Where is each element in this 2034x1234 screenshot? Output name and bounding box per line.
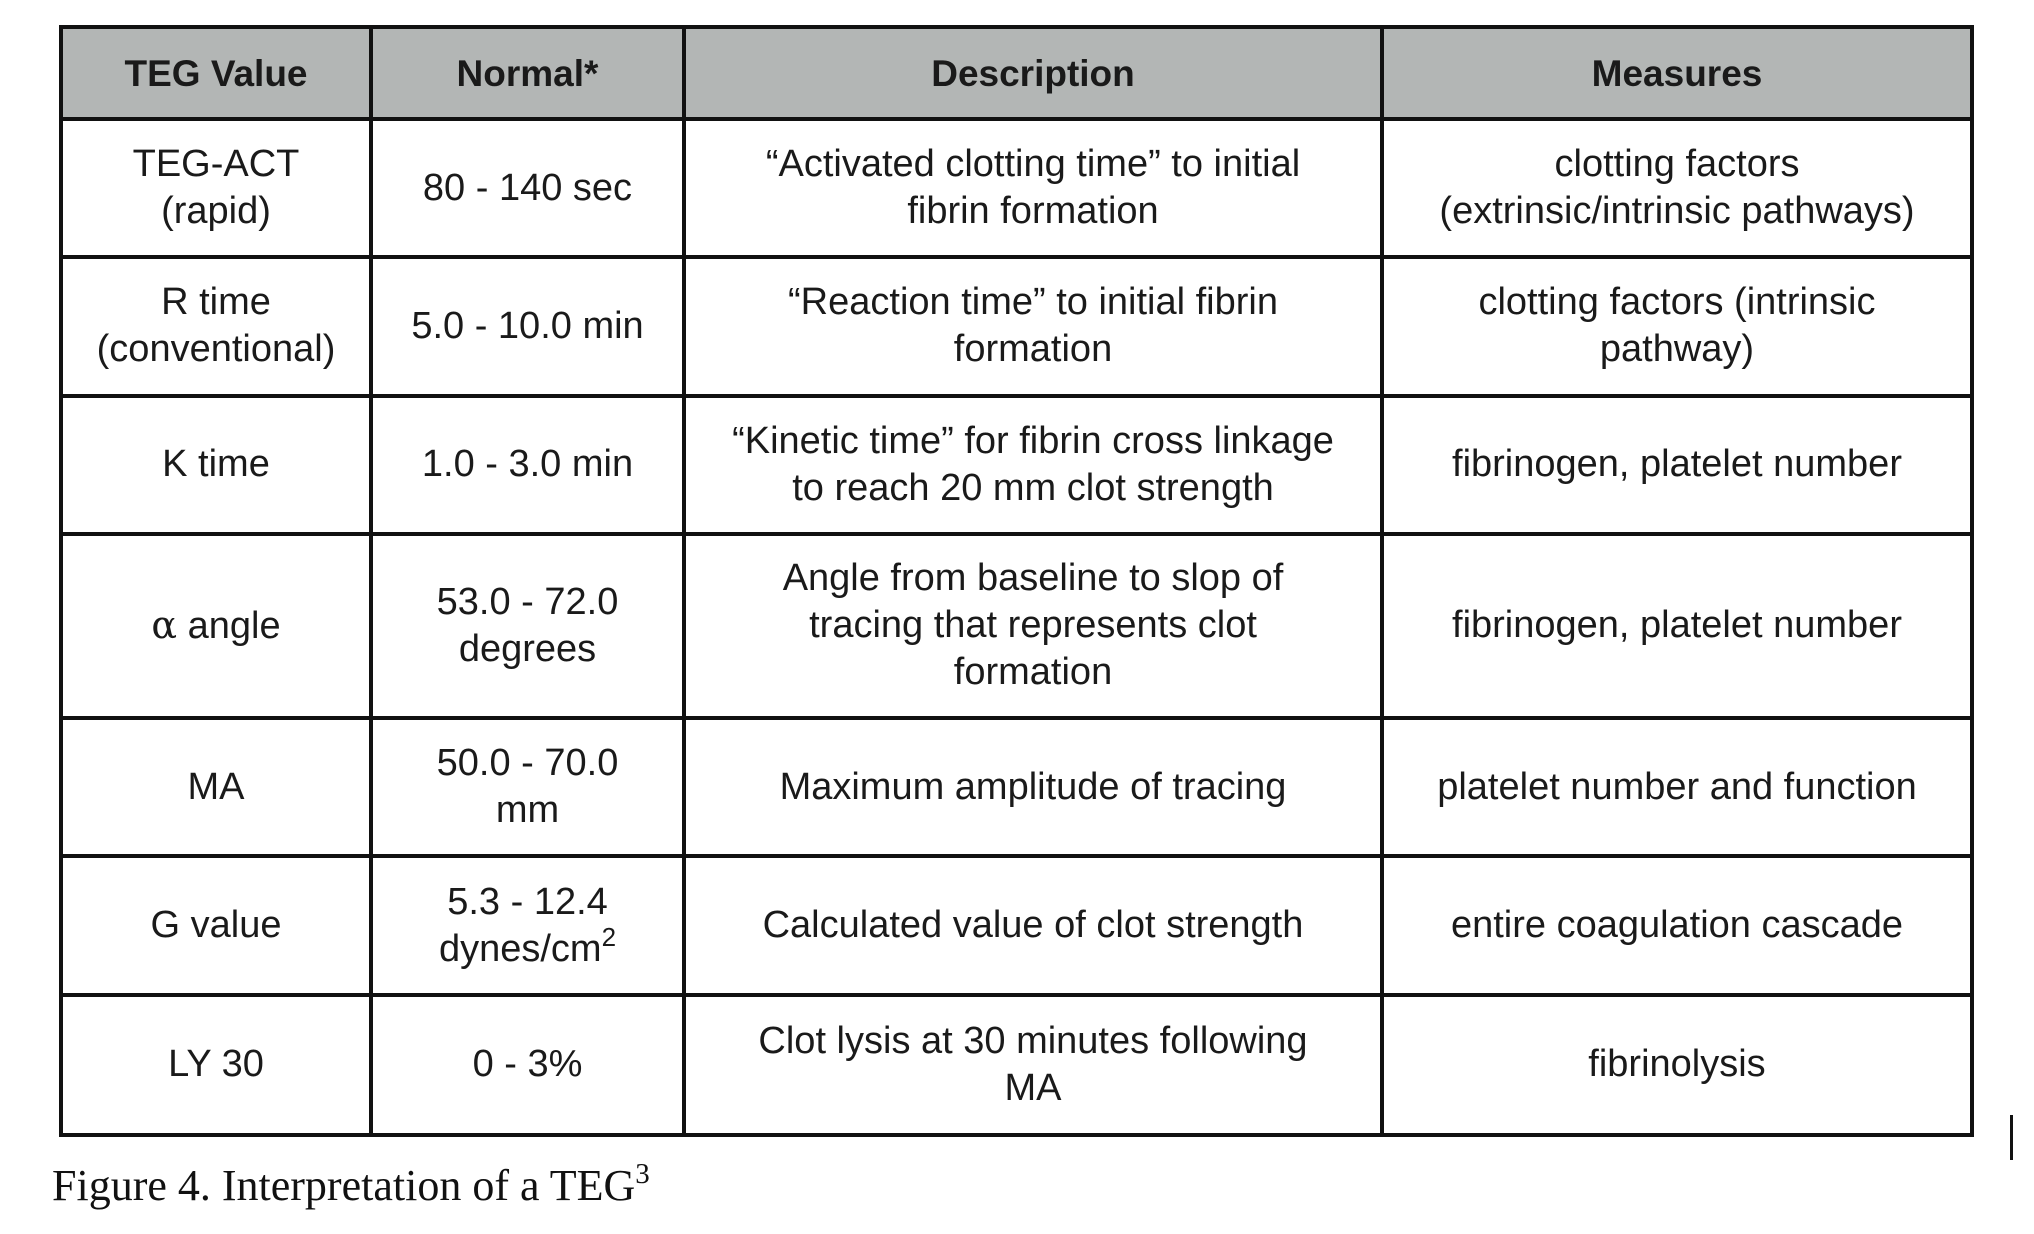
cell-line: 5.3 - 12.4 — [447, 880, 608, 923]
cell-line: Angle from baseline to slop of — [782, 557, 1284, 600]
cell-description — [684, 396, 1382, 534]
superscript: 2 — [601, 921, 617, 952]
cell-line: MA — [1004, 1066, 1062, 1109]
cell-measures — [1382, 856, 1972, 994]
cell-line: 0 - 3% — [472, 1043, 583, 1086]
cell-line: 1.0 - 3.0 min — [421, 443, 634, 486]
figure-caption — [52, 1160, 650, 1211]
cell-line: to reach 20 mm clot strength — [792, 466, 1274, 509]
cell-line: Clot lysis at 30 minutes following — [758, 1019, 1308, 1062]
cell-teg-value — [61, 119, 371, 257]
cell-line: K time — [162, 443, 270, 486]
cell-normal — [371, 396, 684, 534]
table-row — [61, 396, 1972, 534]
cell-line: (extrinsic/intrinsic pathways) — [1439, 190, 1915, 233]
cell-teg-value — [61, 995, 371, 1135]
cell-line: formation — [953, 651, 1113, 694]
cell-line: 50.0 - 70.0 — [436, 742, 619, 785]
header-normal: Normal* — [371, 27, 684, 119]
cell-description — [684, 119, 1382, 257]
cell-text: dynes/cm — [438, 927, 602, 970]
cell-line: MA — [187, 765, 245, 808]
cell-line: entire coagulation cascade — [1450, 904, 1904, 947]
cell-line: tracing that represents clot — [809, 604, 1257, 647]
cell-line: (conventional) — [96, 328, 336, 371]
cell-line: formation — [953, 328, 1113, 371]
cell-teg-value — [61, 257, 371, 395]
cell-normal — [371, 119, 684, 257]
cell-measures — [1382, 995, 1972, 1135]
caption-text: Figure 4. Interpretation of a TEG — [52, 1161, 636, 1210]
caption-superscript: 3 — [635, 1158, 650, 1190]
cell-line: clotting factors — [1554, 143, 1800, 186]
edge-divider — [2010, 1115, 2013, 1160]
cell-normal — [371, 856, 684, 994]
cell-line: (rapid) — [161, 190, 271, 233]
cell-line: fibrin formation — [907, 190, 1159, 233]
header-row — [61, 27, 1972, 119]
cell-line: degrees — [458, 627, 597, 670]
cell-line: G value — [150, 904, 282, 947]
cell-line: platelet number and function — [1437, 765, 1917, 808]
cell-line: fibrinolysis — [1588, 1043, 1766, 1086]
cell-line: TEG-ACT — [132, 143, 300, 186]
cell-teg-value — [61, 718, 371, 856]
table-row — [61, 257, 1972, 395]
cell-line — [385, 921, 670, 973]
cell-measures — [1382, 718, 1972, 856]
cell-line — [75, 602, 357, 650]
cell-line: mm — [495, 789, 560, 832]
alpha-symbol: α — [151, 602, 178, 647]
cell-line: pathway) — [1599, 328, 1755, 371]
cell-measures — [1382, 257, 1972, 395]
cell-measures — [1382, 119, 1972, 257]
cell-line: fibrinogen, platelet number — [1452, 443, 1902, 486]
cell-description — [684, 995, 1382, 1135]
cell-measures — [1382, 396, 1972, 534]
cell-line: R time — [161, 281, 271, 324]
table-row — [61, 995, 1972, 1135]
cell-description — [684, 257, 1382, 395]
cell-normal — [371, 257, 684, 395]
cell-line: Maximum amplitude of tracing — [779, 765, 1287, 808]
cell-measures — [1382, 534, 1972, 718]
table-row — [61, 718, 1972, 856]
table-row — [61, 119, 1972, 257]
table-row — [61, 534, 1972, 718]
cell-description — [684, 856, 1382, 994]
cell-line: 5.0 - 10.0 min — [411, 304, 644, 347]
cell-teg-value — [61, 534, 371, 718]
header-description: Description — [684, 27, 1382, 119]
cell-line: LY 30 — [168, 1043, 264, 1086]
teg-interpretation-table — [59, 25, 1974, 1137]
cell-teg-value — [61, 396, 371, 534]
cell-teg-value — [61, 856, 371, 994]
cell-line: “Activated clotting time” to initial — [765, 143, 1301, 186]
cell-line: clotting factors (intrinsic — [1478, 281, 1876, 324]
header-teg-value: TEG Value — [61, 27, 371, 119]
cell-description — [684, 718, 1382, 856]
cell-line: 53.0 - 72.0 — [436, 580, 619, 623]
table-row — [61, 856, 1972, 994]
cell-line: 80 - 140 sec — [422, 166, 633, 209]
cell-line: fibrinogen, platelet number — [1452, 604, 1902, 647]
cell-normal — [371, 718, 684, 856]
cell-normal — [371, 534, 684, 718]
cell-line: “Reaction time” to initial fibrin — [788, 281, 1278, 324]
cell-line: “Kinetic time” for fibrin cross linkage — [732, 419, 1334, 462]
cell-line: Calculated value of clot strength — [762, 904, 1304, 947]
cell-normal — [371, 995, 684, 1135]
cell-text: angle — [177, 604, 281, 647]
header-measures: Measures — [1382, 27, 1972, 119]
cell-description — [684, 534, 1382, 718]
